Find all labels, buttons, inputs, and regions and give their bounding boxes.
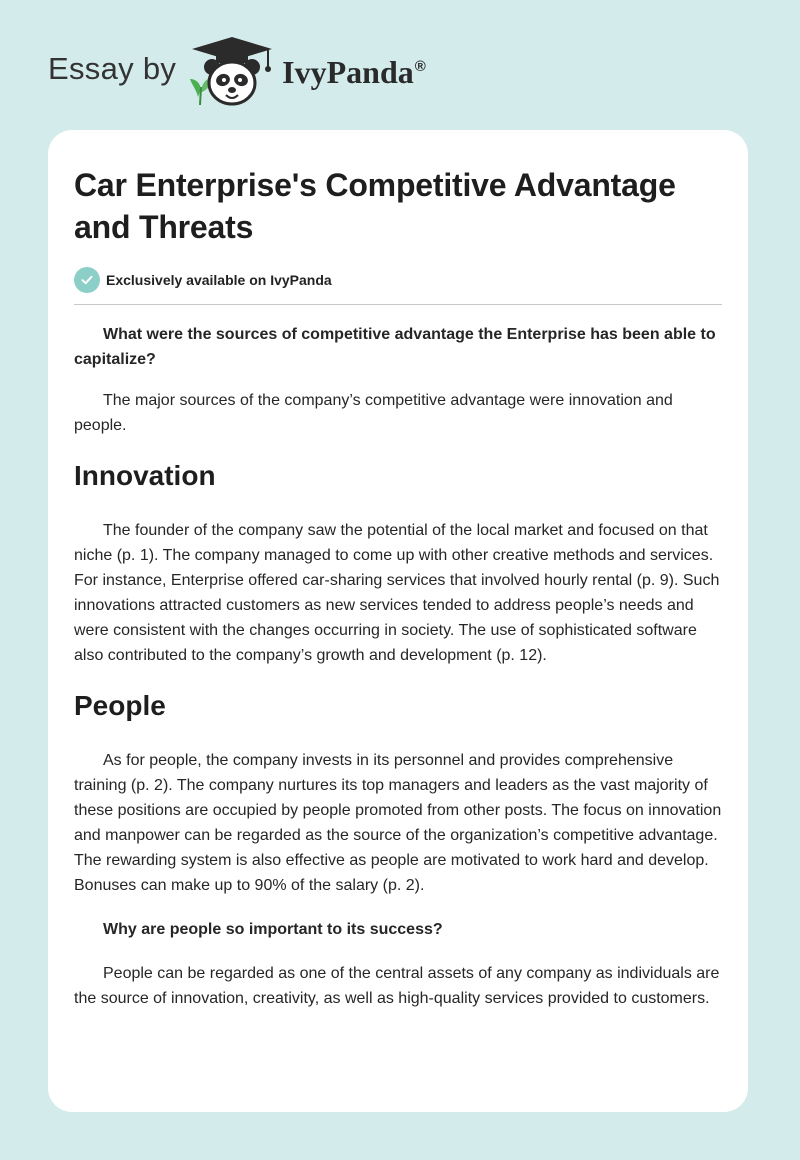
exclusive-badge: [74, 266, 722, 294]
registered-mark: ®: [414, 57, 426, 75]
heading-innovation: Innovation: [74, 460, 216, 491]
panda-graduation-cap-icon: [188, 35, 276, 107]
brand-prefix: Essay by: [48, 51, 177, 86]
checkmark-icon: [74, 267, 100, 293]
brand-header: [48, 36, 426, 106]
article-card: [48, 130, 748, 1112]
brand-name: IvyPanda®: [282, 53, 426, 90]
paragraph-innovation: The founder of the company saw the potential of the local market and focused on that niche (p. 1). The company managed to come up with other creative methods and services. For instance, Enterprise offered car-sharing services that involved hourly rental (p. 9). Such innovations attracted customers as new services tended to address people’s needs and were consistent with the changes occurring in society. The use of sophisticated software also contributed to the company’s growth and development (p. 12).: [74, 522, 720, 664]
divider: [74, 304, 722, 305]
question-competitive-advantage: What were the sources of competitive advantage the Enterprise has been able to capitalize?: [74, 326, 716, 368]
page-title: Car Enterprise's Competitive Advantage and Threats: [74, 167, 676, 245]
heading-people: People: [74, 690, 166, 721]
paragraph-people: As for people, the company invests in its personnel and provides comprehensive training (p. 2). The company nurtures its top managers and leaders as the vast majority of these positions are occupied by people promoted from other posts. The focus on innovation and manpower can be regarded as the source of the organization’s competitive advantage. The rewarding system is also effective as people are motivated to work hard and develop. Bonuses can make up to 90% of the salary (p. 2).: [74, 752, 722, 894]
question-people-importance: Why are people so important to its success?: [103, 921, 443, 938]
paragraph-sources: The major sources of the company’s competitive advantage were innovation and people.: [74, 392, 673, 434]
badge-text: Exclusively available on IvyPanda: [106, 272, 332, 288]
paragraph-people-importance: People can be regarded as one of the central assets of any company as individuals are the source of innovation, creativity, as well as high-quality services provided to customers.: [74, 965, 720, 1007]
